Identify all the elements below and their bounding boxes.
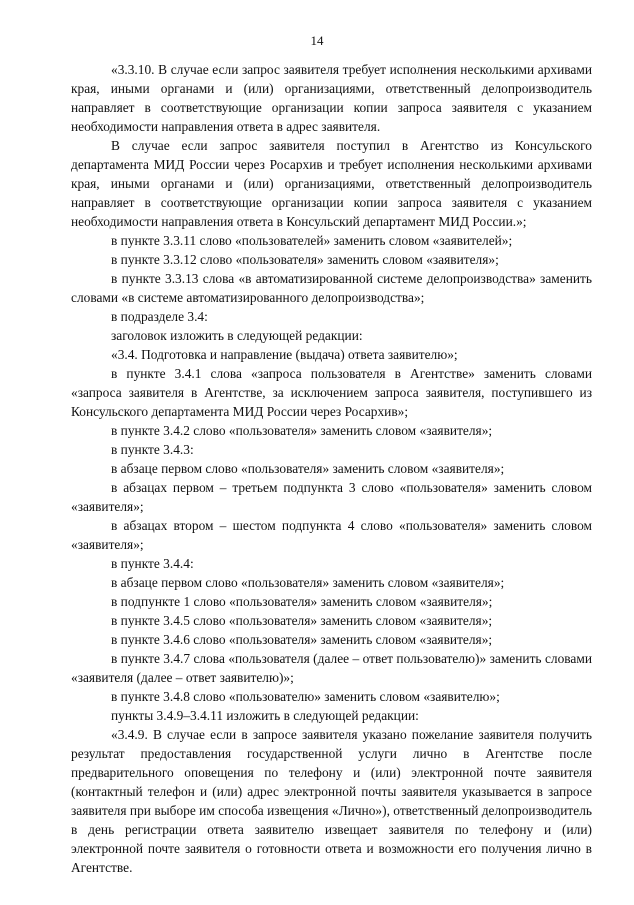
paragraph-3-4-3-first: в абзаце первом слово «пользователя» заменить словом «заявителя»; [111, 461, 505, 476]
paragraph-3-4-4: в пункте 3.4.4: [111, 556, 194, 571]
paragraph-3-3-10: «3.3.10. В случае если запрос заявителя требует исполнения несколькими архивами края, иными органами и (или) организациями, ответственный делопроизводитель направляет в соответствующие организации копии запроса заявителя с указанием необходимости направления ответа в адрес заявителя. [71, 62, 592, 134]
paragraph-3-4-7: в пункте 3.4.7 слова «пользователя (далее – ответ пользователю)» заменить словами «заявителя (далее – ответ заявителю)»; [71, 651, 592, 685]
paragraph-3-4-2: в пункте 3.4.2 слово «пользователя» заменить словом «заявителя»; [111, 423, 493, 438]
paragraph-subsection-3-4: в подразделе 3.4: [111, 309, 208, 324]
paragraph-3-4-1: в пункте 3.4.1 слова «запроса пользователя в Агентстве» заменить словами «запроса заявителя в Агентстве, за исключением запроса заявителя, поступившего из Консульского департамента МИД России через Росархив»; [71, 366, 592, 419]
paragraph-3-4-9: «3.4.9. В случае если в запросе заявителя указано пожелание заявителя получить результат предоставления государственной услуги лично в Агентстве после предварительного оповещения по телефону и (или) электронной почте заявителя (контактный телефон и (или) адрес электронной почты заявителя указывается в запросе заявителя при выборе им способа извещения «Лично»), ответственный делопроизводитель в день регистрации ответа заявителю извещает заявителя по телефону и (или) электронной почте заявителя о готовности ответа и возможности его получения лично в Агентстве. [71, 727, 592, 875]
paragraph-3-3-12: в пункте 3.3.12 слово «пользователя» заменить словом «заявителя»; [111, 252, 499, 267]
paragraph-3-3-13: в пункте 3.3.13 слова «в автоматизированной системе делопроизводства» заменить словами «в системе автоматизированного делопроизводства»; [71, 271, 592, 305]
paragraph-3-4-9-11-instruction: пункты 3.4.9–3.4.11 изложить в следующей редакции: [111, 708, 419, 723]
paragraph-heading-instruction: заголовок изложить в следующей редакции: [111, 328, 363, 343]
paragraph-3-4-8: в пункте 3.4.8 слово «пользователю» заменить словом «заявителю»; [111, 689, 500, 704]
page-number: 14 [310, 33, 324, 48]
paragraph-3-4-5: в пункте 3.4.5 слово «пользователя» заменить словом «заявителя»; [111, 613, 493, 628]
paragraph-3-4-3-sub3: в абзацах первом – третьем подпункта 3 слово «пользователя» заменить словом «заявителя»; [71, 480, 592, 514]
paragraph-3-4-6: в пункте 3.4.6 слово «пользователя» заменить словом «заявителя»; [111, 632, 493, 647]
paragraph-3-4-4-sub1: в подпункте 1 слово «пользователя» заменить словом «заявителя»; [111, 594, 493, 609]
paragraph-3-4-4-first: в абзаце первом слово «пользователя» заменить словом «заявителя»; [111, 575, 505, 590]
paragraph-3-4-3-sub4: в абзацах втором – шестом подпункта 4 слово «пользователя» заменить словом «заявителя»; [71, 518, 592, 552]
paragraph-3-4-3: в пункте 3.4.3: [111, 442, 194, 457]
document-body [71, 60, 592, 877]
paragraph-3-3-11: в пункте 3.3.11 слово «пользователей» заменить словом «заявителей»; [111, 233, 513, 248]
paragraph-heading-3-4: «3.4. Подготовка и направление (выдача) ответа заявителю»; [111, 347, 458, 362]
paragraph-consular-request: В случае если запрос заявителя поступил в Агентство из Консульского департамента МИД России через Росархив и требует исполнения несколькими архивами края, иными органами и (или) организациями, ответственный делопроизводитель направляет в соответствующие организации копии запроса заявителя с указанием необходимости направления ответа в Консульский департамент МИД России.»; [71, 138, 592, 229]
